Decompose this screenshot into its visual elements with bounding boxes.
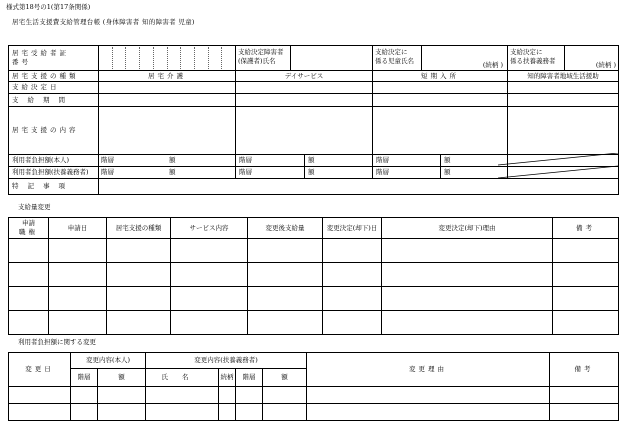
- recipient-number-label: 居宅受給者証 番号: [9, 46, 99, 71]
- period-short-stay[interactable]: [373, 94, 508, 107]
- table-row[interactable]: [9, 387, 619, 404]
- decision-date-home-care[interactable]: [99, 82, 236, 94]
- form-title: 居宅生活支援費支給管理台帳 (身体障害者 知的障害者 児童): [12, 18, 195, 26]
- child-name-cell[interactable]: [373, 46, 508, 71]
- burden-dependent-short-tier[interactable]: 階層: [373, 167, 441, 179]
- period-day-service[interactable]: [236, 94, 373, 107]
- decision-date-day-service[interactable]: [236, 82, 373, 94]
- period-group-living[interactable]: [508, 94, 619, 107]
- header-service-content: サービス内容: [171, 218, 248, 239]
- content-group-living[interactable]: [508, 107, 619, 155]
- burden-dependent-label: 利用者負担額(扶養義務者): [9, 167, 99, 179]
- decision-date-group-living[interactable]: [508, 82, 619, 94]
- quantity-change-table: [8, 217, 619, 335]
- tier-label: 階層: [101, 168, 114, 177]
- table-row[interactable]: [9, 239, 619, 263]
- burden-self-label: 利用者負担額(本人): [9, 155, 99, 167]
- burden-change-table: [8, 352, 619, 421]
- header-service-type: 居宅支援の種類: [107, 218, 171, 239]
- table-row[interactable]: [9, 287, 619, 311]
- header-change-date: 変更日: [9, 353, 71, 387]
- burden-dependent-short-amount[interactable]: 額: [441, 167, 508, 179]
- header-remarks: 備考: [553, 218, 619, 239]
- header-dependent-content: 変更内容(扶養義務者): [146, 353, 307, 369]
- dependent-name-cell[interactable]: [508, 46, 619, 71]
- service-type-group-living: 知的障害者地域生活援助: [508, 71, 619, 82]
- tier-label: 階層: [101, 156, 114, 165]
- header-dependent-tier: 階層: [236, 369, 263, 387]
- header-decision-date: 変更決定(却下)日: [323, 218, 382, 239]
- service-type-home-care: 居宅介護: [99, 71, 236, 82]
- notes-label: 特記事項: [9, 179, 99, 195]
- burden-dependent-day-tier[interactable]: 階層: [236, 167, 305, 179]
- amount-label: 額: [169, 156, 176, 165]
- table-row[interactable]: [9, 311, 619, 335]
- child-label: 支給決定に 係る児童氏名: [373, 46, 422, 70]
- section-quantity-change-title: 支給量変更: [18, 203, 51, 211]
- burden-self-day-tier[interactable]: 階層: [236, 155, 305, 167]
- child-relation: (続柄 ): [482, 60, 503, 69]
- content-label: 居宅支援の内容: [9, 107, 99, 155]
- period-home-care[interactable]: [99, 94, 236, 107]
- section-burden-change-title: 利用者負担額に関する変更: [18, 338, 96, 346]
- guardian-label: 支給決定障害者 (保護者)氏名: [236, 46, 291, 70]
- dependent-label: 支給決定に 係る扶養義務者: [508, 46, 565, 70]
- form-number: 様式第18号の1(第17条関係): [6, 3, 91, 11]
- content-short-stay[interactable]: [373, 107, 508, 155]
- header-change-reason: 変更理由: [307, 353, 550, 387]
- diagonal-strike-lines: [498, 153, 618, 179]
- header-dependent-name: 氏名: [146, 369, 219, 387]
- service-type-label: 居宅支援の種類: [9, 71, 99, 82]
- header-decision-reason: 変更決定(却下)理由: [382, 218, 553, 239]
- notes-field[interactable]: [99, 179, 619, 195]
- recipient-number-field[interactable]: [99, 46, 236, 71]
- header-application-or-authority: 申請 職権: [9, 218, 49, 239]
- header-self-content: 変更内容(本人): [71, 353, 146, 369]
- header-self-tier: 階層: [71, 369, 98, 387]
- header-remarks: 備考: [550, 353, 619, 387]
- header-dependent-amount: 額: [263, 369, 307, 387]
- header-application-date: 申請日: [49, 218, 107, 239]
- period-label: 支給期間: [9, 94, 99, 107]
- dependent-relation: (続柄 ): [595, 60, 616, 69]
- decision-date-label: 支給決定日: [9, 82, 99, 94]
- service-type-short-stay: 短期入所: [373, 71, 508, 82]
- guardian-name-cell[interactable]: [236, 46, 373, 71]
- burden-self-short-tier[interactable]: 階層: [373, 155, 441, 167]
- decision-date-short-stay[interactable]: [373, 82, 508, 94]
- service-type-day-service: デイサービス: [236, 71, 373, 82]
- table-row[interactable]: [9, 404, 619, 421]
- amount-label: 額: [169, 168, 176, 177]
- header-self-amount: 額: [98, 369, 146, 387]
- burden-self-day-amount[interactable]: 額: [305, 155, 373, 167]
- content-home-care[interactable]: [99, 107, 236, 155]
- table-row[interactable]: [9, 263, 619, 287]
- burden-self-home-care[interactable]: [99, 155, 236, 167]
- header-changed-amount: 変更後支給量: [248, 218, 323, 239]
- header-dependent-relation: 続柄: [219, 369, 236, 387]
- burden-dependent-home-care[interactable]: [99, 167, 236, 179]
- content-day-service[interactable]: [236, 107, 373, 155]
- burden-self-short-amount[interactable]: 額: [441, 155, 508, 167]
- burden-dependent-day-amount[interactable]: 額: [305, 167, 373, 179]
